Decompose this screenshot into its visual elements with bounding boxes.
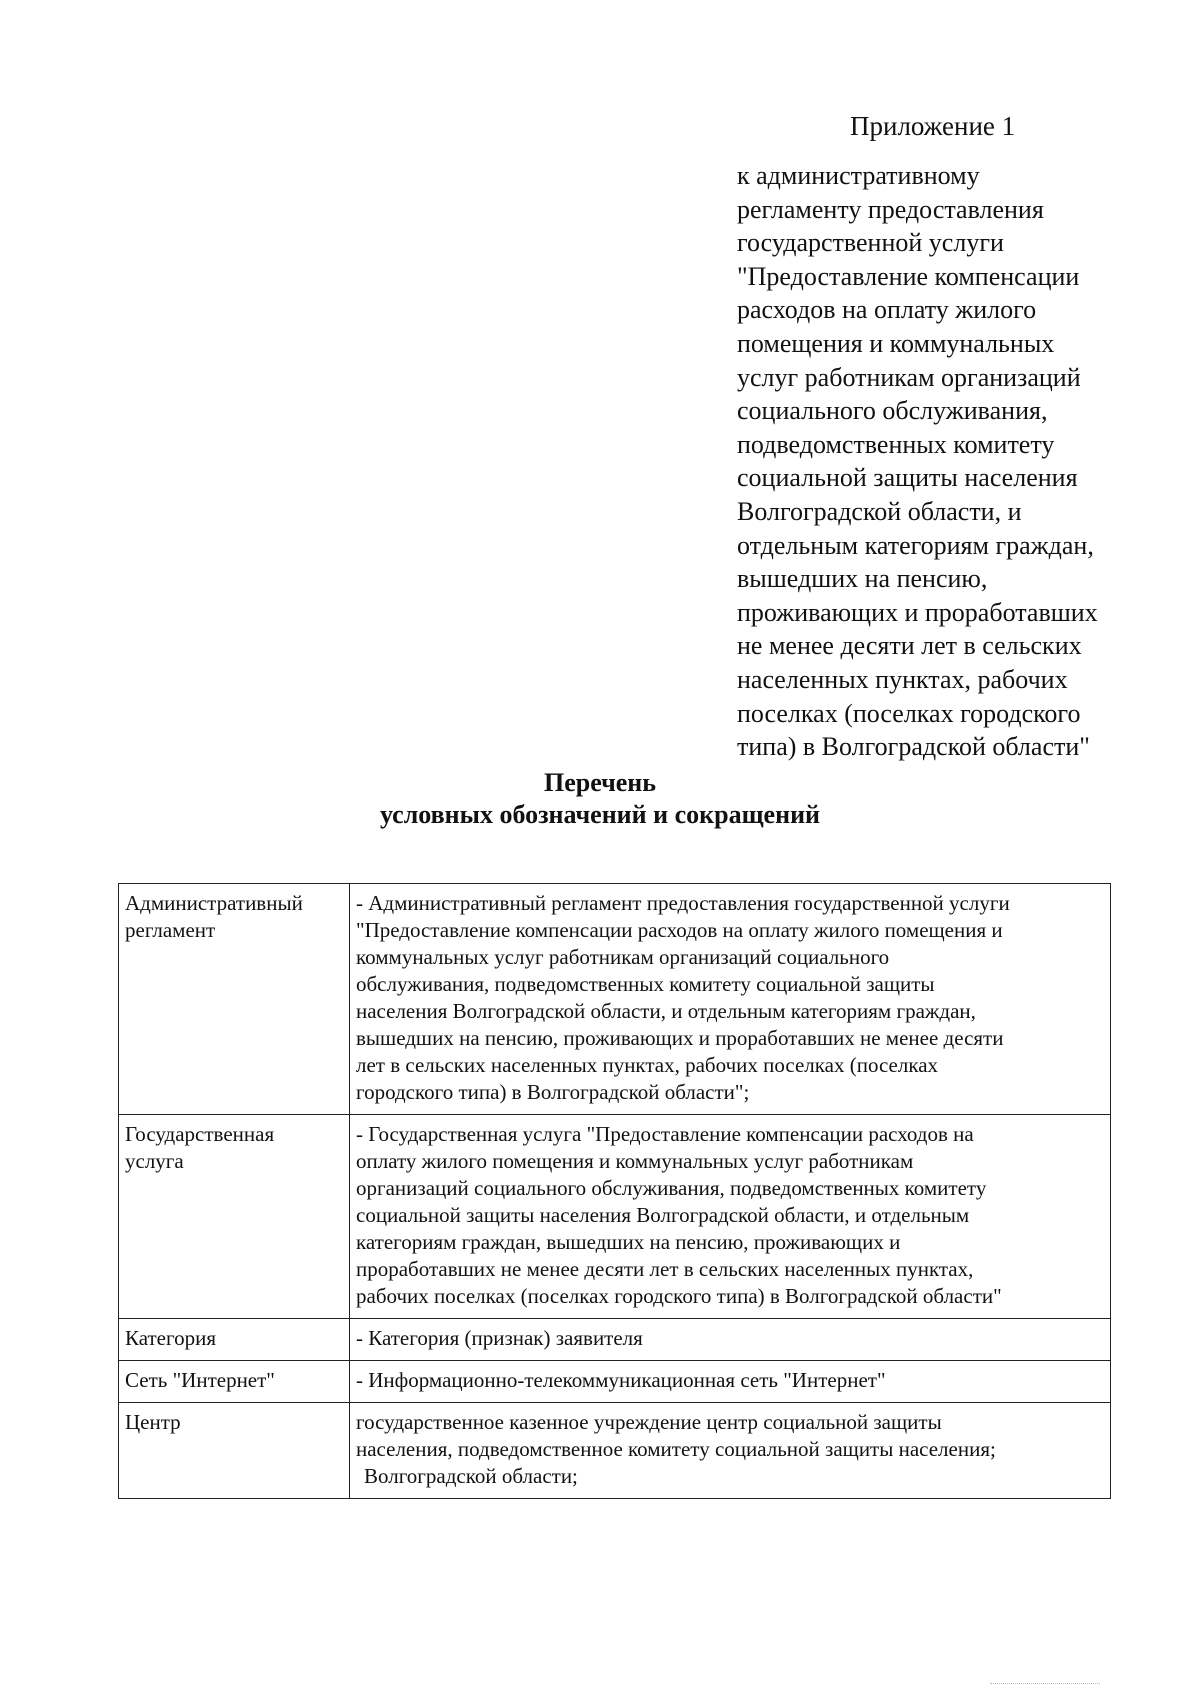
appendix-line: подведомственных комитету	[737, 429, 1055, 459]
definition-line: Волгоградской области;	[364, 1464, 578, 1488]
appendix-line: расходов на оплату жилого	[737, 295, 1037, 325]
definition-line: категориям граждан, вышедших на пенсию, проживающих и	[356, 1230, 901, 1254]
definition-line: - Государственная услуга "Предоставление компенсации расходов на	[356, 1122, 974, 1146]
document-subheading: условных обозначений и сокращений	[379, 800, 821, 829]
term-line: Административный	[125, 891, 303, 915]
definition-line: оплату жилого помещения и коммунальных услуг работникам	[356, 1149, 914, 1173]
definition-line: вышедших на пенсию, проживающих и проработавших не менее десяти	[356, 1026, 1004, 1050]
definition-line: государственное казенное учреждение центр социальной защиты	[356, 1410, 942, 1434]
definition-cell	[350, 884, 1111, 1115]
appendix-line: типа) в Волгоградской области"	[737, 732, 1090, 762]
appendix-line: социальной защиты населения	[737, 463, 1078, 493]
term-line: услуга	[125, 1149, 184, 1173]
term-cell	[119, 1319, 350, 1361]
definition-line: организаций социального обслуживания, подведомственных комитету	[356, 1176, 987, 1200]
definition-cell	[350, 1361, 1111, 1403]
table-row	[119, 1361, 1111, 1403]
appendix-line: поселках (поселках городского	[737, 698, 1081, 728]
definition-cell	[350, 1115, 1111, 1319]
table-row	[119, 1403, 1111, 1499]
appendix-line: государственной услуги	[737, 228, 1004, 258]
appendix-line: не менее десяти лет в сельских	[737, 631, 1082, 661]
appendix-line: вышедших на пенсию,	[737, 564, 988, 594]
definition-line: коммунальных услуг работникам организаций социального	[356, 945, 890, 969]
definition-line: - Информационно-телекоммуникационная сеть "Интернет"	[356, 1368, 886, 1392]
appendix-line: услуг работникам организаций	[737, 362, 1081, 392]
definition-line: рабочих поселках (поселках городского типа) в Волгоградской области"	[356, 1284, 1002, 1308]
term-line: Категория	[125, 1326, 216, 1350]
table-row	[119, 884, 1111, 1115]
term-cell	[119, 1403, 350, 1499]
appendix-line: помещения и коммунальных	[737, 328, 1055, 358]
scan-artifact	[990, 1683, 1100, 1687]
term-cell	[119, 1115, 350, 1319]
definition-line: - Категория (признак) заявителя	[356, 1326, 643, 1350]
appendix-line: к административному	[737, 161, 980, 190]
term-line: регламент	[125, 918, 216, 942]
definition-line: городского типа) в Волгоградской области";	[356, 1080, 750, 1104]
appendix-line: социального обслуживания,	[737, 396, 1048, 426]
table-row	[119, 1319, 1111, 1361]
appendix-line: населенных пунктах, рабочих	[737, 664, 1068, 694]
term-cell	[119, 884, 350, 1115]
definition-line: лет в сельских населенных пунктах, рабочих поселках (поселках	[356, 1053, 939, 1077]
definition-line: - Административный регламент предоставления государственной услуги	[356, 891, 1010, 915]
term-line: Сеть "Интернет"	[125, 1368, 275, 1392]
definition-line: социальной защиты населения Волгоградской области, и отдельным	[356, 1203, 970, 1227]
appendix-description	[737, 159, 1157, 764]
definition-line: "Предоставление компенсации расходов на оплату жилого помещения и	[356, 918, 1003, 942]
table-row	[119, 1115, 1111, 1319]
appendix-line: проживающих и проработавших	[737, 597, 1098, 627]
definition-line: проработавших не менее десяти лет в сельских населенных пунктах,	[356, 1257, 974, 1281]
abbreviations-table	[118, 883, 1111, 1499]
definition-cell	[350, 1319, 1111, 1361]
document-heading: Перечень	[543, 768, 657, 797]
definition-line: населения, подведомственное комитету социальной защиты населения;	[356, 1437, 996, 1461]
appendix-line: регламенту предоставления	[737, 194, 1044, 224]
term-line: Центр	[125, 1410, 181, 1434]
appendix-line: отдельным категориям граждан,	[737, 530, 1094, 560]
definition-line: населения Волгоградской области, и отдельным категориям граждан,	[356, 999, 976, 1023]
definition-line: обслуживания, подведомственных комитету социальной защиты	[356, 972, 935, 996]
appendix-line: Волгоградской области, и	[737, 496, 1022, 526]
term-cell	[119, 1361, 350, 1403]
appendix-title: Приложение 1	[850, 111, 1016, 141]
term-line: Государственная	[125, 1122, 275, 1146]
definition-cell	[350, 1403, 1111, 1499]
appendix-line: "Предоставление компенсации	[737, 261, 1080, 291]
